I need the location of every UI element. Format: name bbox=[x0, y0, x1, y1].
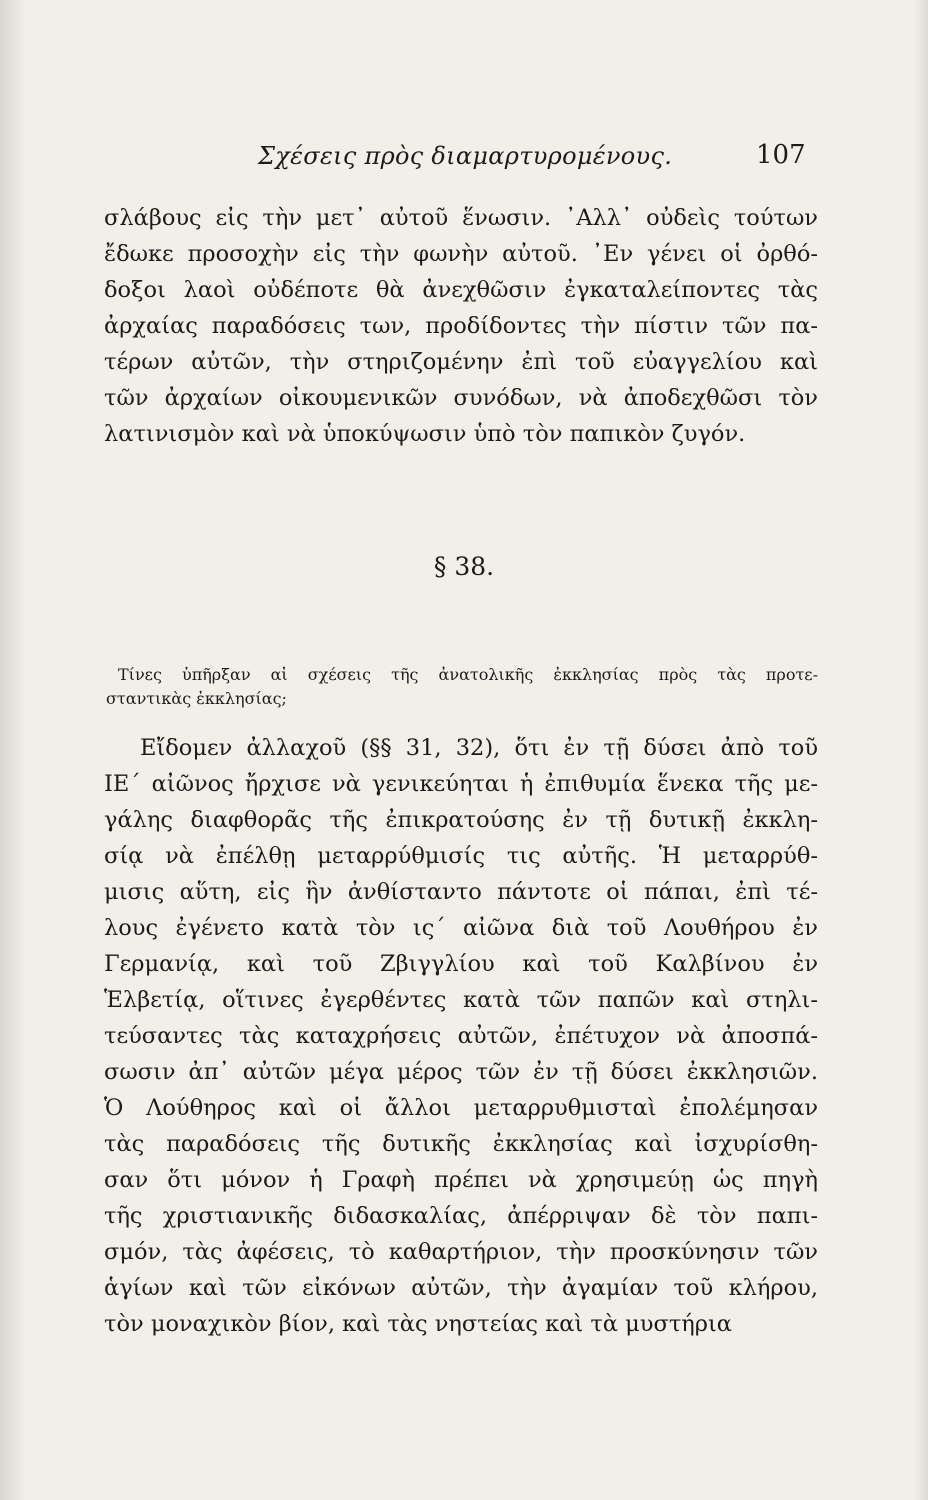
text-line: Γερμανίᾳ, καὶ τοῦ Ζβιγγλίου καὶ τοῦ Καλβίνου ἐν bbox=[104, 951, 818, 977]
text-line: Εἴδομεν ἀλλαχοῦ (§§ 31, 32), ὅτι ἐν τῇ δύσει ἀπὸ τοῦ bbox=[140, 735, 818, 761]
text-line: γάλης διαφθορᾶς τῆς ἐπικρατούσης ἐν τῇ δυτικῇ ἐκκλη- bbox=[104, 807, 818, 833]
paragraph-top bbox=[104, 200, 818, 452]
question-line: Τίνες ὑπῆρξαν αἱ σχέσεις τῆς ἀνατολικῆς ἐκκλησίας πρὸς τὰς προτε- bbox=[118, 665, 818, 684]
section-heading: § 38. bbox=[433, 552, 495, 581]
text-line: μισις αὕτη, εἰς ἣν ἀνθίσταντο πάντοτε οἱ πάπαι, ἐπὶ τέ- bbox=[104, 879, 818, 905]
page-edge-shadow bbox=[914, 0, 928, 1500]
text-line: ἁγίων καὶ τῶν εἰκόνων αὐτῶν, τὴν ἀγαμίαν τοῦ κλήρου, bbox=[104, 1275, 818, 1301]
text-line: δοξοι λαοὶ οὐδέποτε θὰ ἀνεχθῶσιν ἐγκαταλείποντες τὰς bbox=[104, 277, 818, 303]
text-line: σίᾳ νὰ ἐπέλθῃ μεταρρύθμισίς τις αὐτῆς. Ἡ μεταρρύθ- bbox=[104, 843, 818, 869]
text-line: σλάβους εἰς τὴν μετ᾽ αὐτοῦ ἕνωσιν. ᾽Αλλ᾽ οὐδεὶς τούτων bbox=[104, 205, 818, 231]
running-title: Σχέσεις πρὸς διαμαρτυρομένους. bbox=[258, 142, 673, 170]
text-line: ἀρχαίας παραδόσεις των, προδίδοντες τὴν πίστιν τῶν πα- bbox=[104, 313, 818, 339]
question-line: σταντικὰς ἐκκλησίας; bbox=[106, 689, 287, 708]
text-line: λους ἐγένετο κατὰ τὸν ις´ αἰῶνα διὰ τοῦ Λουθήρου ἐν bbox=[104, 915, 818, 941]
page-number: 107 bbox=[756, 140, 806, 170]
text-line: τῶν ἀρχαίων οἰκουμενικῶν συνόδων, νὰ ἀποδεχθῶσι τὸν bbox=[104, 385, 818, 411]
page-gutter-shadow bbox=[0, 0, 24, 1500]
text-line: Ὁ Λούθηρος καὶ οἱ ἄλλοι μεταρρυθμισταὶ ἐπολέμησαν bbox=[104, 1095, 818, 1121]
page-header bbox=[0, 142, 928, 182]
paragraph-main bbox=[104, 730, 818, 1342]
text-line: τεύσαντες τὰς καταχρήσεις αὐτῶν, ἐπέτυχον νὰ ἀποσπά- bbox=[104, 1023, 818, 1049]
text-line: σωσιν ἀπ᾽ αὐτῶν μέγα μέρος τῶν ἐν τῇ δύσει ἐκκλησιῶν. bbox=[104, 1059, 818, 1085]
text-line: σαν ὅτι μόνον ἡ Γραφὴ πρέπει νὰ χρησιμεύῃ ὡς πηγὴ bbox=[104, 1167, 818, 1193]
text-line: σμόν, τὰς ἀφέσεις, τὸ καθαρτήριον, τὴν προσκύνησιν τῶν bbox=[104, 1239, 818, 1265]
text-line: τέρων αὐτῶν, τὴν στηριζομένην ἐπὶ τοῦ εὐαγγελίου καὶ bbox=[104, 349, 818, 375]
text-line: Ἑλβετίᾳ, οἵτινες ἐγερθέντες κατὰ τῶν παπῶν καὶ στηλι- bbox=[104, 987, 818, 1013]
text-line: τὸν μοναχικὸν βίον, καὶ τὰς νηστείας καὶ τὰ μυστήρια bbox=[104, 1311, 732, 1337]
section-question bbox=[106, 663, 818, 711]
text-line: ΙΕ´ αἰῶνος ἤρχισε νὰ γενικεύηται ἡ ἐπιθυμία ἕνεκα τῆς με- bbox=[104, 771, 818, 797]
text-line: τῆς χριστιανικῆς διδασκαλίας, ἀπέρριψαν δὲ τὸν παπι- bbox=[104, 1203, 818, 1229]
text-line: ἔδωκε προσοχὴν εἰς τὴν φωνὴν αὐτοῦ. ᾽Εν γένει οἱ ὀρθό- bbox=[104, 241, 818, 267]
text-line: λατινισμὸν καὶ νὰ ὑποκύψωσιν ὑπὸ τὸν παπικὸν ζυγόν. bbox=[104, 421, 746, 447]
text-line: τὰς παραδόσεις τῆς δυτικῆς ἐκκλησίας καὶ ἰσχυρίσθη- bbox=[104, 1131, 818, 1157]
